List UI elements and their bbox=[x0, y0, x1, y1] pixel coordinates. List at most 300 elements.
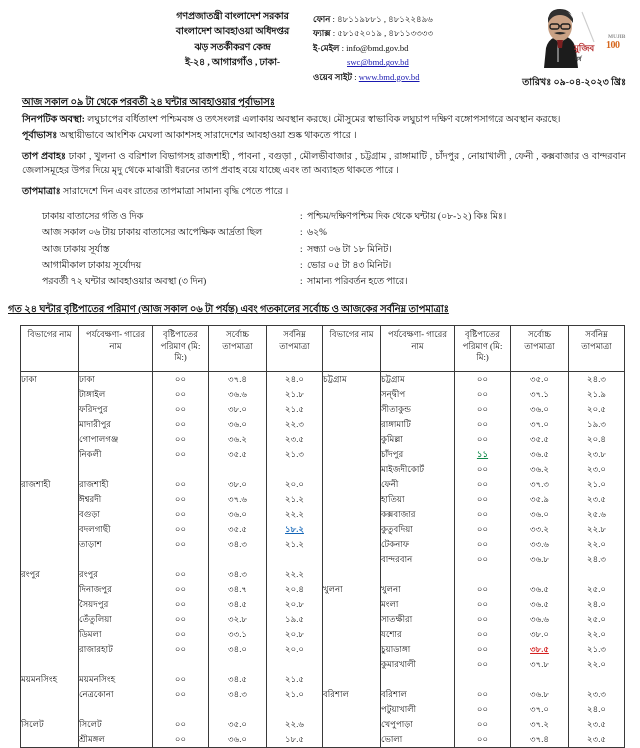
detail-value: সামান্য পরিবর্তন হতে পারে। bbox=[307, 276, 408, 287]
cell-rainfall-left: ০০ bbox=[153, 732, 209, 748]
cell-rainfall-right: ০০ bbox=[455, 522, 511, 537]
cell-rainfall-left: ০০ bbox=[153, 492, 209, 507]
cell-mintemp-left: ২১.০ bbox=[267, 687, 323, 702]
forecast-text: অস্থায়ীভাবে আংশিক মেঘলা আকাশসহ সারাদেশের আবহাওয়া শুষ্ক থাকতে পারে । bbox=[57, 130, 357, 141]
cell-station-right: বান্দরবান bbox=[381, 552, 455, 567]
cell-maxtemp-left: ৩৪.৩ bbox=[209, 537, 267, 552]
cell-maxtemp-left: ৩৬.০ bbox=[209, 507, 267, 522]
cell-station-right: রাঙ্গামাটি bbox=[381, 417, 455, 432]
th-maxtemp-right bbox=[511, 326, 569, 372]
cell-mintemp-left bbox=[267, 552, 323, 567]
website-label: ওয়েব সাইট bbox=[313, 71, 353, 82]
th-rainfall-left bbox=[153, 326, 209, 372]
cell-division-right bbox=[323, 672, 381, 687]
mujib-en-label: MUJIB bbox=[608, 34, 626, 40]
cell-division-right bbox=[323, 597, 381, 612]
cell-mintemp-left: ২০.৪ bbox=[267, 582, 323, 597]
cell-maxtemp-right bbox=[511, 672, 569, 687]
cell-division-right bbox=[323, 657, 381, 672]
cell-mintemp-right: ২৩.০ bbox=[569, 462, 625, 477]
contact-block bbox=[305, 4, 522, 84]
temperature-label: তাপমাত্রাঃ bbox=[22, 187, 61, 198]
detail-value: পশ্চিম/দক্ষিণপশ্চিম দিক থেকে ঘন্টায় (০৮-১২) কিঃ মিঃ। bbox=[307, 212, 507, 223]
cell-maxtemp-left: ৩৮.০ bbox=[209, 477, 267, 492]
cell-maxtemp-right: ৩৩.৬ bbox=[511, 537, 569, 552]
cell-rainfall-left: ০০ bbox=[153, 642, 209, 657]
cell-station-right bbox=[381, 567, 455, 582]
synoptic-paragraph bbox=[22, 113, 626, 128]
cell-division-right bbox=[323, 627, 381, 642]
cell-station-left bbox=[79, 657, 153, 672]
th-division-right-label: বিভাগের নাম bbox=[329, 329, 374, 340]
table-row bbox=[21, 702, 625, 717]
detail-colon: : bbox=[300, 244, 303, 255]
cell-mintemp-right: ২৩.৮ bbox=[569, 447, 625, 462]
cell-rainfall-right: ০০ bbox=[455, 462, 511, 477]
cell-division-right: খুলনা bbox=[323, 582, 381, 597]
cell-station-left: ময়মনসিংহ bbox=[79, 672, 153, 687]
cell-division-left bbox=[21, 462, 79, 477]
heatwave-label: তাপ প্রবাহঃ bbox=[22, 151, 66, 162]
email-line-2 bbox=[313, 55, 522, 69]
cell-division-left bbox=[21, 702, 79, 717]
cell-mintemp-right: ২১.০ bbox=[569, 477, 625, 492]
website-line: ওয়েব সাইট : www.bmd.gov.bd bbox=[313, 71, 420, 82]
email-line: ই-মেইল : info@bmd.gov.bd bbox=[313, 42, 409, 53]
cell-maxtemp-right: ৩৬.৫ bbox=[511, 447, 569, 462]
table-row bbox=[21, 687, 625, 702]
cell-rainfall-right: ০০ bbox=[455, 417, 511, 432]
cell-rainfall-left: ০০ bbox=[153, 672, 209, 687]
cell-division-right bbox=[323, 492, 381, 507]
cell-station-left: সিলেট bbox=[79, 717, 153, 732]
cell-station-left: দিনাজপুর bbox=[79, 582, 153, 597]
bulletin-content bbox=[0, 96, 640, 290]
cell-station-right: খুলনা bbox=[381, 582, 455, 597]
cell-maxtemp-right: ৩৭.১ bbox=[511, 387, 569, 402]
cell-division-right bbox=[323, 477, 381, 492]
cell-maxtemp-left: ৩৬.০ bbox=[209, 732, 267, 748]
cell-division-right bbox=[323, 417, 381, 432]
detail-colon: : bbox=[300, 212, 303, 223]
cell-mintemp-right: ২৩.৫ bbox=[569, 717, 625, 732]
cell-division-left: রাজশাহী bbox=[21, 477, 79, 492]
logo-wrap bbox=[522, 4, 640, 74]
cell-mintemp-left: ২২.২ bbox=[267, 567, 323, 582]
cell-rainfall-left: ০০ bbox=[153, 417, 209, 432]
website-link[interactable]: www.bmd.gov.bd bbox=[358, 71, 420, 82]
table-row bbox=[21, 642, 625, 657]
cell-station-left bbox=[79, 702, 153, 717]
cell-station-left: ফরিদপুর bbox=[79, 402, 153, 417]
cell-division-left bbox=[21, 537, 79, 552]
cell-mintemp-right: ১৯.৩ bbox=[569, 417, 625, 432]
cell-mintemp-left: ২২.৬ bbox=[267, 717, 323, 732]
cell-mintemp-left: ২১.৫ bbox=[267, 402, 323, 417]
cell-maxtemp-right: ৩৫.৫ bbox=[511, 432, 569, 447]
cell-rainfall-left: ০০ bbox=[153, 507, 209, 522]
th-mintemp-right bbox=[569, 326, 625, 372]
cell-mintemp-right: ২২.০ bbox=[569, 657, 625, 672]
th-division-left-label: বিভাগের নাম bbox=[27, 329, 72, 340]
cell-mintemp-left-highlight: ১৮.২ bbox=[285, 524, 304, 535]
cell-rainfall-left: ০০ bbox=[153, 447, 209, 462]
cell-rainfall-right: ০০ bbox=[455, 492, 511, 507]
cell-maxtemp-left: ৩৭.৬ bbox=[209, 492, 267, 507]
cell-maxtemp-left bbox=[209, 657, 267, 672]
cell-rainfall-right: ০০ bbox=[455, 552, 511, 567]
cell-division-right bbox=[323, 387, 381, 402]
cell-maxtemp-left: ৩৪.৭ bbox=[209, 582, 267, 597]
cell-rainfall-left: ০০ bbox=[153, 627, 209, 642]
cell-mintemp-right: ২০.৪ bbox=[569, 432, 625, 447]
cell-mintemp-left: ২২.৩ bbox=[267, 417, 323, 432]
cell-mintemp-right bbox=[569, 567, 625, 582]
cell-maxtemp-right: ৩৫.০ bbox=[511, 372, 569, 388]
cell-division-left: ময়মনসিংহ bbox=[21, 672, 79, 687]
cell-division-left bbox=[21, 642, 79, 657]
cell-division-left bbox=[21, 507, 79, 522]
cell-rainfall-left: ০০ bbox=[153, 402, 209, 417]
cell-maxtemp-left: ৩৫.৫ bbox=[209, 522, 267, 537]
forecast-label: পূর্বাভাসঃ bbox=[22, 130, 58, 141]
weather-observation-table bbox=[20, 325, 625, 748]
cell-mintemp-left: ২১.২ bbox=[267, 492, 323, 507]
detail-colon: : bbox=[300, 260, 303, 271]
office-line-2: বাংলাদেশ আবহাওয়া অধিদপ্তর bbox=[175, 27, 290, 38]
th-mintemp-left-label: সর্বনিম্ন তাপমাত্রা bbox=[279, 329, 310, 351]
cell-rainfall-right bbox=[455, 567, 511, 582]
detail-colon: : bbox=[300, 276, 303, 287]
cell-division-left bbox=[21, 402, 79, 417]
th-station-right-label: পর্যবেক্ষণা- গারের নাম bbox=[387, 329, 448, 351]
detail-row bbox=[42, 274, 626, 290]
detail-key: আগামীকাল ঢাকায় সূর্যোদয় bbox=[42, 260, 142, 271]
cell-rainfall-right: ০০ bbox=[455, 642, 511, 657]
cell-rainfall-left bbox=[153, 702, 209, 717]
cell-mintemp-left: ২৩.৫ bbox=[267, 432, 323, 447]
table-body bbox=[21, 372, 625, 748]
cell-rainfall-right: ০০ bbox=[455, 537, 511, 552]
th-station-left-label: পর্যবেক্ষণা- গারের নাম bbox=[85, 329, 146, 351]
cell-division-left bbox=[21, 387, 79, 402]
th-maxtemp-right-label: সর্বোচ্চ তাপমাত্রা bbox=[524, 329, 555, 351]
cell-mintemp-left bbox=[267, 462, 323, 477]
phone-line: ফোন : ৪৮১১৯৮৮১ , ৪৮১২২৪৯৬ bbox=[313, 14, 433, 24]
cell-mintemp-right: ২৫.৬ bbox=[569, 507, 625, 522]
th-mintemp-right-label: সর্বনিম্ন তাপমাত্রা bbox=[581, 329, 612, 351]
cell-maxtemp-left: ৩৩.১ bbox=[209, 627, 267, 642]
cell-maxtemp-right: ৩৬.৫ bbox=[511, 582, 569, 597]
cell-station-left bbox=[79, 462, 153, 477]
table-row bbox=[21, 387, 625, 402]
table-head bbox=[21, 326, 625, 372]
cell-rainfall-right: ০০ bbox=[455, 507, 511, 522]
cell-rainfall-left: ০০ bbox=[153, 582, 209, 597]
synoptic-text: লঘুচাপের বর্ধিতাংশ পশ্চিমবঙ্গ ও তৎসংলগ্ন এলাকায় অবস্থান করছে। মৌসুমের স্বাভাবিক লঘুচাপ দক্ষিণ বঙ্গোপসাগরে অবস্থান করছে। bbox=[84, 114, 561, 125]
cell-maxtemp-left: ৩৪.৫ bbox=[209, 672, 267, 687]
cell-station-left: তেঁতুলিয়া bbox=[79, 612, 153, 627]
cell-division-left bbox=[21, 447, 79, 462]
cell-division-left bbox=[21, 522, 79, 537]
cell-station-right: টেকনাফ bbox=[381, 537, 455, 552]
cell-mintemp-right: ২২.০ bbox=[569, 537, 625, 552]
table-row bbox=[21, 732, 625, 748]
cell-maxtemp-right: ৩৬.০ bbox=[511, 507, 569, 522]
cell-mintemp-left: ২১.২ bbox=[267, 537, 323, 552]
temperature-text: সারাদেশে দিন এবং রাতের তাপমাত্রা সামান্য বৃদ্ধি পেতে পারে । bbox=[60, 187, 289, 198]
detail-value: ভোর ০৫ টা ৪৩ মিনিট। bbox=[307, 260, 392, 271]
email-value: info@bmd.gov.bd bbox=[346, 42, 409, 53]
cell-division-left bbox=[21, 732, 79, 748]
detail-row bbox=[42, 242, 626, 258]
cell-maxtemp-left: ৩৬.২ bbox=[209, 432, 267, 447]
table-row bbox=[21, 627, 625, 642]
cell-mintemp-left bbox=[267, 522, 323, 537]
synoptic-label: সিনপটিক অবস্থা: bbox=[22, 114, 85, 125]
cell-maxtemp-right: ৩৫.৯ bbox=[511, 492, 569, 507]
cell-mintemp-right: ২৩.৫ bbox=[569, 492, 625, 507]
cell-division-right bbox=[323, 432, 381, 447]
cell-maxtemp-right: ৩৬.৫ bbox=[511, 597, 569, 612]
cell-mintemp-right: ২৩.৩ bbox=[569, 687, 625, 702]
cell-maxtemp-right: ৩৭.২ bbox=[511, 717, 569, 732]
email-link-secondary[interactable]: swc@bmd.gov.bd bbox=[347, 57, 409, 68]
cell-rainfall-right: ০০ bbox=[455, 477, 511, 492]
th-rainfall-left-label: বৃষ্টিপাতের পরিমাণ (মি: মি:) bbox=[160, 329, 201, 362]
cell-division-left bbox=[21, 417, 79, 432]
cell-division-right bbox=[323, 507, 381, 522]
th-rainfall-right bbox=[455, 326, 511, 372]
cell-rainfall-right: ০০ bbox=[455, 432, 511, 447]
table-row bbox=[21, 372, 625, 388]
cell-station-right: চুয়াডাঙ্গা bbox=[381, 642, 455, 657]
cell-mintemp-left: ২০.০ bbox=[267, 642, 323, 657]
cell-division-left bbox=[21, 582, 79, 597]
cell-division-left bbox=[21, 432, 79, 447]
fax-label: ফ্যাক্স bbox=[313, 28, 331, 39]
cell-division-left bbox=[21, 627, 79, 642]
cell-rainfall-left bbox=[153, 462, 209, 477]
cell-station-left: রাজারহাট bbox=[79, 642, 153, 657]
cell-station-left: ডিমলা bbox=[79, 627, 153, 642]
cell-mintemp-right: ২৪.০ bbox=[569, 597, 625, 612]
cell-rainfall-right: ০০ bbox=[455, 717, 511, 732]
cell-rainfall-left: ০০ bbox=[153, 717, 209, 732]
cell-rainfall-right: ০০ bbox=[455, 612, 511, 627]
cell-division-left: সিলেট bbox=[21, 717, 79, 732]
cell-station-right: যশোর bbox=[381, 627, 455, 642]
detail-value: সন্ধ্যা ০৬ টা ১৮ মিনিট। bbox=[307, 244, 392, 255]
cell-maxtemp-right: ৩৬.৬ bbox=[511, 612, 569, 627]
cell-station-left: মাদারীপুর bbox=[79, 417, 153, 432]
table-row bbox=[21, 582, 625, 597]
cell-division-right bbox=[323, 447, 381, 462]
mujib-100-label: 100 bbox=[606, 40, 620, 51]
cell-mintemp-left: ২৪.০ bbox=[267, 372, 323, 388]
cell-maxtemp-right: ৩৭.০ bbox=[511, 702, 569, 717]
cell-mintemp-left: ২১.৩ bbox=[267, 447, 323, 462]
cell-rainfall-left: ০০ bbox=[153, 372, 209, 388]
table-row bbox=[21, 507, 625, 522]
cell-maxtemp-left: ৩২.৮ bbox=[209, 612, 267, 627]
cell-maxtemp-right-highlight: ৩৮.৫ bbox=[530, 644, 549, 655]
bulletin-date: তারিখঃ ০৯-০৪-২০২৩ খ্রিঃ bbox=[522, 77, 626, 88]
th-maxtemp-left bbox=[209, 326, 267, 372]
cell-station-left: বগুড়া bbox=[79, 507, 153, 522]
cell-division-right bbox=[323, 567, 381, 582]
cell-rainfall-right: ০০ bbox=[455, 702, 511, 717]
cell-maxtemp-right: ৩৭.৪ bbox=[511, 732, 569, 748]
cell-division-left: রংপুর bbox=[21, 567, 79, 582]
table-row bbox=[21, 552, 625, 567]
cell-mintemp-right: ২১.৩ bbox=[569, 642, 625, 657]
cell-maxtemp-left bbox=[209, 462, 267, 477]
cell-maxtemp-left: ৩৬.০ bbox=[209, 417, 267, 432]
cell-mintemp-right: ২৫.০ bbox=[569, 612, 625, 627]
cell-station-left: তাড়াশ bbox=[79, 537, 153, 552]
cell-rainfall-right bbox=[455, 672, 511, 687]
cell-maxtemp-left: ৩৬.৬ bbox=[209, 387, 267, 402]
cell-station-right: সন্দ্বীপ bbox=[381, 387, 455, 402]
cell-mintemp-left: ১৮.৫ bbox=[267, 732, 323, 748]
th-rainfall-right-label: বৃষ্টিপাতের পরিমাণ (মি: মি:) bbox=[462, 329, 503, 362]
cell-station-right: ফেনী bbox=[381, 477, 455, 492]
cell-rainfall-right: ০০ bbox=[455, 687, 511, 702]
cell-maxtemp-right: ৩৬.২ bbox=[511, 462, 569, 477]
cell-station-right: চাঁদপুর bbox=[381, 447, 455, 462]
mujib-bn-sub-label: বর্ষ bbox=[575, 57, 582, 63]
table-row bbox=[21, 612, 625, 627]
table-row bbox=[21, 567, 625, 582]
cell-rainfall-left: ০০ bbox=[153, 477, 209, 492]
cell-rainfall-right: ০০ bbox=[455, 402, 511, 417]
cell-mintemp-right: ২৪.০ bbox=[569, 702, 625, 717]
detail-value: ৬২% bbox=[307, 228, 327, 239]
cell-division-right bbox=[323, 552, 381, 567]
th-maxtemp-left-label: সর্বোচ্চ তাপমাত্রা bbox=[222, 329, 253, 351]
cell-maxtemp-left: ৩৭.৪ bbox=[209, 372, 267, 388]
cell-mintemp-left bbox=[267, 657, 323, 672]
detail-key: আজ সকাল ০৬ টায় ঢাকায় বাতাসের আপেক্ষিক আর্দ্রতা ছিল bbox=[42, 228, 263, 239]
cell-division-right bbox=[323, 402, 381, 417]
cell-division-right bbox=[323, 717, 381, 732]
cell-maxtemp-right: ৩৭.০ bbox=[511, 417, 569, 432]
cell-station-left: নিকলী bbox=[79, 447, 153, 462]
phone-label: ফোন bbox=[313, 14, 331, 24]
cell-division-left bbox=[21, 687, 79, 702]
cell-station-left: টাঙ্গাইল bbox=[79, 387, 153, 402]
cell-mintemp-right: ২২.০ bbox=[569, 627, 625, 642]
cell-station-left: সৈয়দপুর bbox=[79, 597, 153, 612]
cell-mintemp-right: ২১.৯ bbox=[569, 387, 625, 402]
table-row bbox=[21, 597, 625, 612]
detail-colon: : bbox=[300, 228, 303, 239]
cell-mintemp-left: ২১.৮ bbox=[267, 387, 323, 402]
cell-division-right bbox=[323, 462, 381, 477]
table-row bbox=[21, 672, 625, 687]
table-row bbox=[21, 477, 625, 492]
heatwave-text: ঢাকা , খুলনা ও বরিশাল বিভাগসহ রাজশাহী , পাবনা , বগুড়া , মৌলভীবাজার , চট্টগ্রাম , রাঙ্গামাটি , চাঁদপুর , নোয়াখালী , ফেনী , কক্সবাজার ও বান্দরবান জেলাসমূহের উপর দিয়ে মৃদু থেকে মাঝারী ধরনের তাপ প্রবাহ বয়ে যাচ্ছে এবং তা অব্যাহত থাকতে পারে । bbox=[22, 151, 626, 177]
cell-station-left: ঈশ্বরদী bbox=[79, 492, 153, 507]
forecast-title: আজ সকাল ০৯ টা থেকে পরবর্তী ২৪ ঘন্টার আবহাওয়ার পূর্বাভাসঃ bbox=[22, 97, 275, 108]
cell-maxtemp-left: ৩৪.০ bbox=[209, 642, 267, 657]
fax-value: ৫৮১৫২০১৯ , ৪৮১১৩৩৩৩ bbox=[337, 28, 434, 39]
cell-division-left bbox=[21, 492, 79, 507]
cell-mintemp-left: ২০.০ bbox=[267, 477, 323, 492]
detail-row bbox=[42, 225, 626, 241]
cell-rainfall-right: ০০ bbox=[455, 387, 511, 402]
cell-rainfall-right: ০০ bbox=[455, 597, 511, 612]
cell-rainfall-left: ০০ bbox=[153, 597, 209, 612]
cell-mintemp-left: ১৯.৫ bbox=[267, 612, 323, 627]
cell-division-right: বরিশাল bbox=[323, 687, 381, 702]
cell-mintemp-left: ২১.৫ bbox=[267, 672, 323, 687]
cell-maxtemp-left: ৩৪.৫ bbox=[209, 597, 267, 612]
table-row bbox=[21, 402, 625, 417]
cell-station-left: নেত্রকোনা bbox=[79, 687, 153, 702]
cell-station-right bbox=[381, 672, 455, 687]
cell-division-left bbox=[21, 612, 79, 627]
details-list bbox=[22, 209, 626, 290]
detail-row bbox=[42, 209, 626, 225]
cell-maxtemp-right: ৩৮.০ bbox=[511, 627, 569, 642]
cell-division-right: চট্টগ্রাম bbox=[323, 372, 381, 388]
cell-station-right: বরিশাল bbox=[381, 687, 455, 702]
cell-station-left: বদলগাছী bbox=[79, 522, 153, 537]
cell-division-right bbox=[323, 702, 381, 717]
cell-station-right: কুমারখালী bbox=[381, 657, 455, 672]
cell-rainfall-right-highlight: ১১ bbox=[476, 449, 489, 460]
cell-maxtemp-right bbox=[511, 642, 569, 657]
cell-mintemp-right: ২৪.৩ bbox=[569, 552, 625, 567]
detail-row bbox=[42, 258, 626, 274]
cell-rainfall-left: ০০ bbox=[153, 522, 209, 537]
cell-mintemp-right: ২০.৫ bbox=[569, 402, 625, 417]
cell-rainfall-left: ০০ bbox=[153, 432, 209, 447]
cell-station-right: হাতিয়া bbox=[381, 492, 455, 507]
table-row bbox=[21, 537, 625, 552]
table-title: গত ২৪ ঘন্টার বৃষ্টিপাতের পরিমাণ (আজ সকাল ০৬ টা পর্যন্ত) এবং গতকালের সর্বোচ্চ ও আজকের সর্বনিম্ন তাপমাত্রাঃ bbox=[8, 304, 449, 316]
cell-station-right: সাতক্ষীরা bbox=[381, 612, 455, 627]
cell-division-left bbox=[21, 657, 79, 672]
cell-division-right bbox=[323, 522, 381, 537]
table-header-row bbox=[21, 326, 625, 372]
cell-maxtemp-left: ৩৪.৩ bbox=[209, 687, 267, 702]
table-row bbox=[21, 717, 625, 732]
cell-division-right bbox=[323, 537, 381, 552]
detail-key: পরবর্তী ৭২ ঘন্টার আবহাওয়ার অবস্থা (৩ দিন) bbox=[42, 276, 207, 287]
cell-maxtemp-right: ৩৬.০ bbox=[511, 402, 569, 417]
cell-station-right: মংলা bbox=[381, 597, 455, 612]
cell-rainfall-right: ০০ bbox=[455, 627, 511, 642]
cell-maxtemp-right: ৩৬.৮ bbox=[511, 687, 569, 702]
cell-mintemp-left: ২২.২ bbox=[267, 507, 323, 522]
cell-rainfall-left: ০০ bbox=[153, 387, 209, 402]
cell-station-right: ভোলা bbox=[381, 732, 455, 748]
cell-maxtemp-left: ৩৪.৩ bbox=[209, 567, 267, 582]
cell-rainfall-left: ০০ bbox=[153, 567, 209, 582]
cell-division-right bbox=[323, 612, 381, 627]
cell-rainfall-right: ০০ bbox=[455, 657, 511, 672]
cell-rainfall-right: ০০ bbox=[455, 372, 511, 388]
temperature-paragraph bbox=[22, 185, 626, 200]
cell-rainfall-left bbox=[153, 552, 209, 567]
cell-mintemp-right: ২৪.৩ bbox=[569, 372, 625, 388]
cell-station-right: কক্সবাজার bbox=[381, 507, 455, 522]
cell-station-right: পটুয়াখালী bbox=[381, 702, 455, 717]
cell-maxtemp-right: ৩৭.৩ bbox=[511, 477, 569, 492]
